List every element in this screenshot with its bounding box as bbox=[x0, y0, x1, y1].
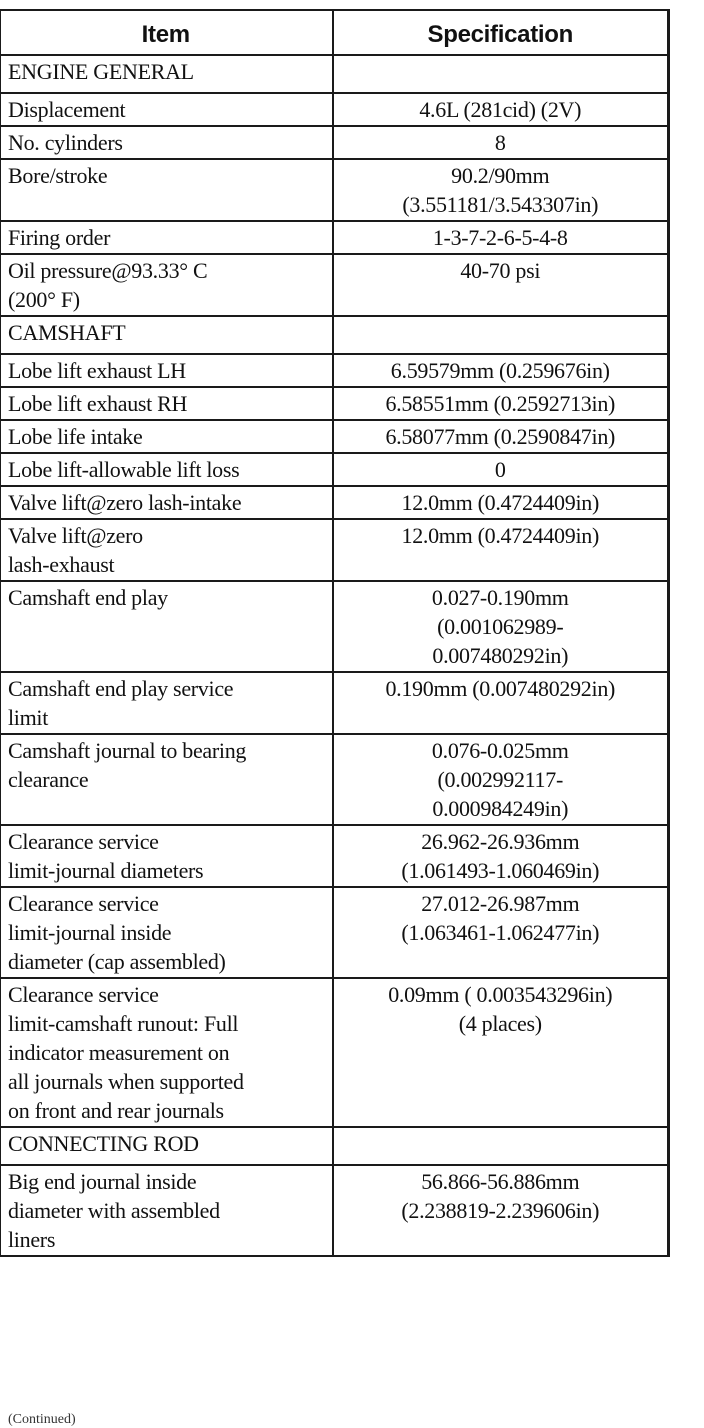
specification-cell: 6.59579mm (0.259676in) bbox=[333, 354, 669, 387]
item-cell: Lobe lift exhaust LH bbox=[1, 354, 333, 387]
section-heading: ENGINE GENERAL bbox=[1, 55, 333, 93]
item-cell: Big end journal inside diameter with assembled liners bbox=[1, 1165, 333, 1256]
table-row bbox=[1, 93, 669, 126]
item-cell: Bore/stroke bbox=[1, 159, 333, 221]
item-cell: Valve lift@zero lash-exhaust bbox=[1, 519, 333, 581]
specification-cell: 40-70 psi bbox=[333, 254, 669, 316]
specification-cell: 1-3-7-2-6-5-4-8 bbox=[333, 221, 669, 254]
table-body bbox=[1, 55, 669, 1256]
table-row bbox=[1, 453, 669, 486]
table-row bbox=[1, 254, 669, 316]
specification-table bbox=[0, 9, 670, 1257]
table-row bbox=[1, 519, 669, 581]
table-row bbox=[1, 221, 669, 254]
section-row bbox=[1, 55, 669, 93]
specification-cell: 0.190mm (0.007480292in) bbox=[333, 672, 669, 734]
table-row bbox=[1, 734, 669, 825]
item-cell: Firing order bbox=[1, 221, 333, 254]
column-header-specification: Specification bbox=[333, 10, 669, 55]
item-cell: Camshaft end play bbox=[1, 581, 333, 672]
specification-cell: 26.962-26.936mm (1.061493-1.060469in) bbox=[333, 825, 669, 887]
specification-cell: 12.0mm (0.4724409in) bbox=[333, 486, 669, 519]
column-header-item: Item bbox=[1, 10, 333, 55]
item-cell: Clearance service limit-journal diameters bbox=[1, 825, 333, 887]
item-cell: Camshaft journal to bearing clearance bbox=[1, 734, 333, 825]
item-cell: Lobe lift-allowable lift loss bbox=[1, 453, 333, 486]
item-cell: Lobe lift exhaust RH bbox=[1, 387, 333, 420]
table-row bbox=[1, 1165, 669, 1256]
specification-cell: 0.027-0.190mm (0.001062989- 0.007480292in) bbox=[333, 581, 669, 672]
section-heading: CAMSHAFT bbox=[1, 316, 333, 354]
specification-cell: 12.0mm (0.4724409in) bbox=[333, 519, 669, 581]
table-row bbox=[1, 159, 669, 221]
specification-cell: 6.58077mm (0.2590847in) bbox=[333, 420, 669, 453]
section-row bbox=[1, 316, 669, 354]
table-row bbox=[1, 486, 669, 519]
item-cell: No. cylinders bbox=[1, 126, 333, 159]
item-cell: Lobe life intake bbox=[1, 420, 333, 453]
item-cell: Clearance service limit-journal inside diameter (cap assembled) bbox=[1, 887, 333, 978]
table-row bbox=[1, 387, 669, 420]
table-row bbox=[1, 581, 669, 672]
specification-cell: 27.012-26.987mm (1.063461-1.062477in) bbox=[333, 887, 669, 978]
specification-cell: 0.076-0.025mm (0.002992117- 0.000984249in) bbox=[333, 734, 669, 825]
specification-cell: 6.58551mm (0.2592713in) bbox=[333, 387, 669, 420]
item-cell: Displacement bbox=[1, 93, 333, 126]
item-cell: Camshaft end play service limit bbox=[1, 672, 333, 734]
section-row bbox=[1, 1127, 669, 1165]
item-cell: Valve lift@zero lash-intake bbox=[1, 486, 333, 519]
specification-cell: 0.09mm ( 0.003543296in) (4 places) bbox=[333, 978, 669, 1127]
specification-cell bbox=[333, 55, 669, 93]
item-cell: Clearance service limit-camshaft runout: Full indicator measurement on all journals when supported on front and rear journals bbox=[1, 978, 333, 1127]
specification-cell: 8 bbox=[333, 126, 669, 159]
table-row bbox=[1, 354, 669, 387]
footnote: (Continued) bbox=[8, 1412, 76, 1427]
item-cell: Oil pressure@93.33° C (200° F) bbox=[1, 254, 333, 316]
specification-cell bbox=[333, 1127, 669, 1165]
table-row bbox=[1, 420, 669, 453]
specification-cell: 90.2/90mm (3.551181/3.543307in) bbox=[333, 159, 669, 221]
table-row bbox=[1, 825, 669, 887]
specification-cell: 0 bbox=[333, 453, 669, 486]
table-row bbox=[1, 978, 669, 1127]
table-row bbox=[1, 672, 669, 734]
table-header-row bbox=[1, 10, 669, 55]
specification-cell bbox=[333, 316, 669, 354]
table-row bbox=[1, 887, 669, 978]
section-heading: CONNECTING ROD bbox=[1, 1127, 333, 1165]
specification-cell: 56.866-56.886mm (2.238819-2.239606in) bbox=[333, 1165, 669, 1256]
specification-cell: 4.6L (281cid) (2V) bbox=[333, 93, 669, 126]
table-row bbox=[1, 126, 669, 159]
